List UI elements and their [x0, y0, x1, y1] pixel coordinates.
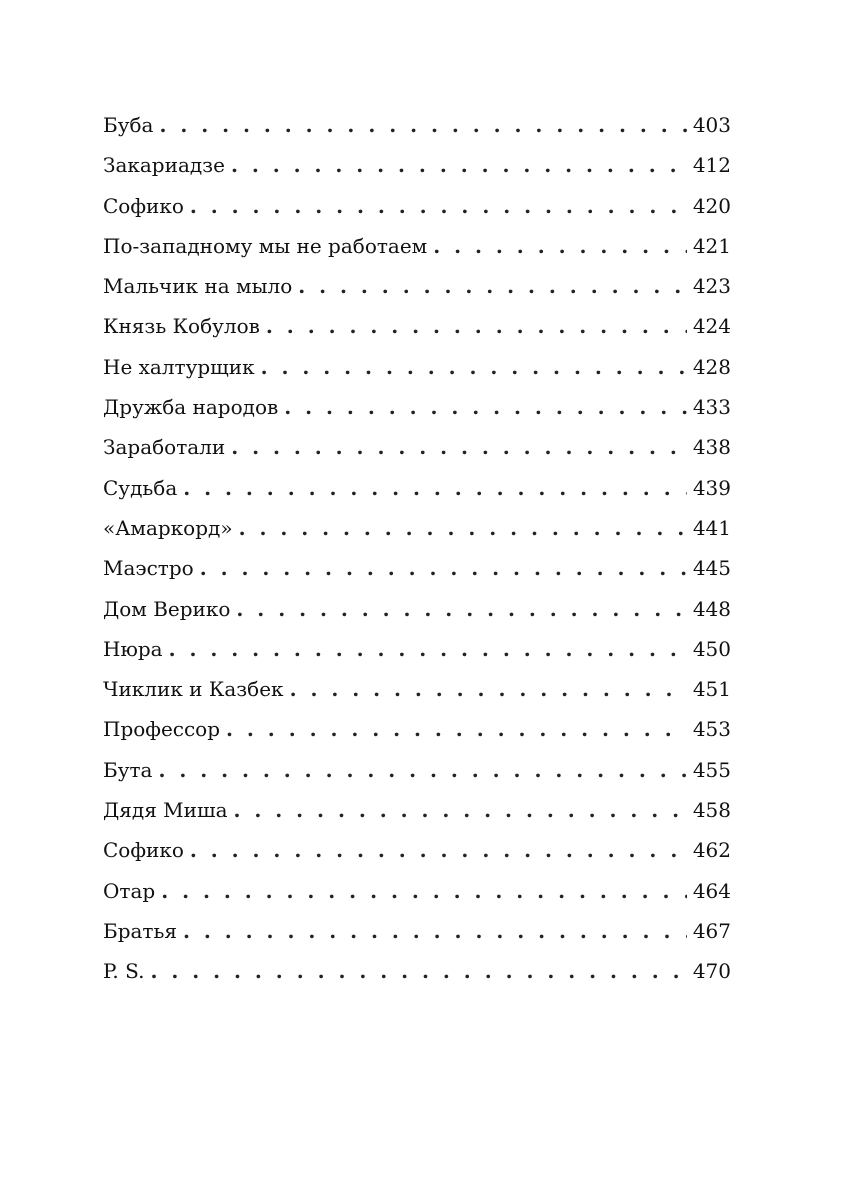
dot-leader [298, 266, 687, 306]
toc-entry-page: 428 [692, 354, 731, 379]
toc-entry-page: 439 [692, 475, 731, 500]
toc-entry-title: Не халтурщик [103, 354, 255, 379]
dot-leader [183, 468, 687, 508]
dot-leader [239, 508, 687, 548]
toc-entry[interactable] [103, 790, 731, 830]
toc-entry-title: Князь Кобулов [103, 314, 260, 339]
dot-leader [158, 750, 686, 790]
toc-entry-title: P. S. [103, 959, 145, 984]
toc-entry[interactable] [103, 387, 731, 427]
dot-leader [159, 105, 686, 145]
toc-entry-page: 458 [692, 798, 731, 823]
toc-entry-page: 421 [692, 233, 731, 258]
toc-entry-page: 433 [692, 395, 731, 420]
toc-entry[interactable] [103, 871, 731, 911]
dot-leader [261, 347, 687, 387]
toc-entry-title: Чиклик и Казбек [103, 677, 284, 702]
toc-entry[interactable] [103, 508, 731, 548]
toc-entry[interactable] [103, 911, 731, 951]
dot-leader [226, 709, 687, 749]
dot-leader [231, 145, 687, 185]
toc-entry-title: Софико [103, 193, 184, 218]
toc-entry-page: 448 [692, 596, 731, 621]
dot-leader [234, 790, 687, 830]
toc-entry-page: 412 [692, 153, 731, 178]
toc-entry[interactable] [103, 589, 731, 629]
toc-entry-title: Профессор [103, 717, 221, 742]
toc-entry-title: Маэстро [103, 556, 194, 581]
dot-leader [284, 387, 687, 427]
dot-leader [231, 427, 687, 467]
toc-entry[interactable] [103, 750, 731, 790]
toc-entry-page: 451 [692, 677, 731, 702]
toc-entry-title: Нюра [103, 636, 163, 661]
toc-entry-title: «Амаркорд» [103, 515, 233, 540]
toc-entry-title: Буба [103, 113, 154, 137]
toc-entry[interactable] [103, 145, 731, 185]
toc-entry-title: Отар [103, 878, 156, 903]
toc-entry-page: 403 [692, 113, 731, 137]
toc-entry-page: 464 [692, 878, 731, 903]
dot-leader [161, 871, 687, 911]
toc-entry-title: Заработали [103, 435, 226, 460]
toc-entry[interactable] [103, 226, 731, 266]
toc-entry[interactable] [103, 830, 731, 870]
table-of-contents [103, 105, 731, 992]
toc-entry[interactable] [103, 427, 731, 467]
toc-entry-page: 445 [692, 556, 731, 581]
dot-leader [190, 186, 687, 226]
toc-entry-title: Братья [103, 918, 177, 943]
toc-entry-page: 438 [692, 435, 731, 460]
toc-entry-title: Дом Верико [103, 596, 231, 621]
toc-entry-page: 462 [692, 838, 731, 863]
toc-entry-page: 450 [692, 636, 731, 661]
dot-leader [150, 951, 686, 991]
dot-leader [236, 589, 686, 629]
toc-entry-page: 423 [692, 274, 731, 299]
toc-entry-title: Софико [103, 838, 184, 863]
toc-entry-title: Дружба народов [103, 395, 279, 420]
dot-leader [183, 911, 687, 951]
toc-entry[interactable] [103, 186, 731, 226]
toc-entry-title: Судьба [103, 475, 178, 500]
toc-entry-title: Закариадзе [103, 153, 225, 178]
toc-entry[interactable] [103, 629, 731, 669]
toc-entry-title: Мальчик на мыло [103, 274, 293, 299]
toc-entry[interactable] [103, 306, 731, 346]
dot-leader [290, 669, 687, 709]
toc-entry[interactable] [103, 266, 731, 306]
toc-entry-title: Бута [103, 757, 153, 782]
toc-entry-page: 420 [692, 193, 731, 218]
dot-leader [200, 548, 687, 588]
toc-entry[interactable] [103, 105, 731, 145]
toc-entry-page: 455 [692, 757, 731, 782]
toc-entry-title: Дядя Миша [103, 798, 228, 823]
toc-entry-page: 424 [692, 314, 731, 339]
toc-entry[interactable] [103, 548, 731, 588]
dot-leader [190, 830, 687, 870]
dot-leader [433, 226, 687, 266]
toc-entry[interactable] [103, 468, 731, 508]
toc-entry[interactable] [103, 709, 731, 749]
toc-entry-page: 470 [692, 959, 731, 984]
dot-leader [266, 306, 687, 346]
toc-entry[interactable] [103, 347, 731, 387]
toc-entry-title: По-западному мы не работаем [103, 233, 428, 258]
toc-entry[interactable] [103, 669, 731, 709]
toc-entry[interactable] [103, 951, 731, 991]
toc-entry-page: 453 [692, 717, 731, 742]
dot-leader [169, 629, 687, 669]
toc-entry-page: 441 [692, 515, 731, 540]
toc-entry-page: 467 [692, 918, 731, 943]
